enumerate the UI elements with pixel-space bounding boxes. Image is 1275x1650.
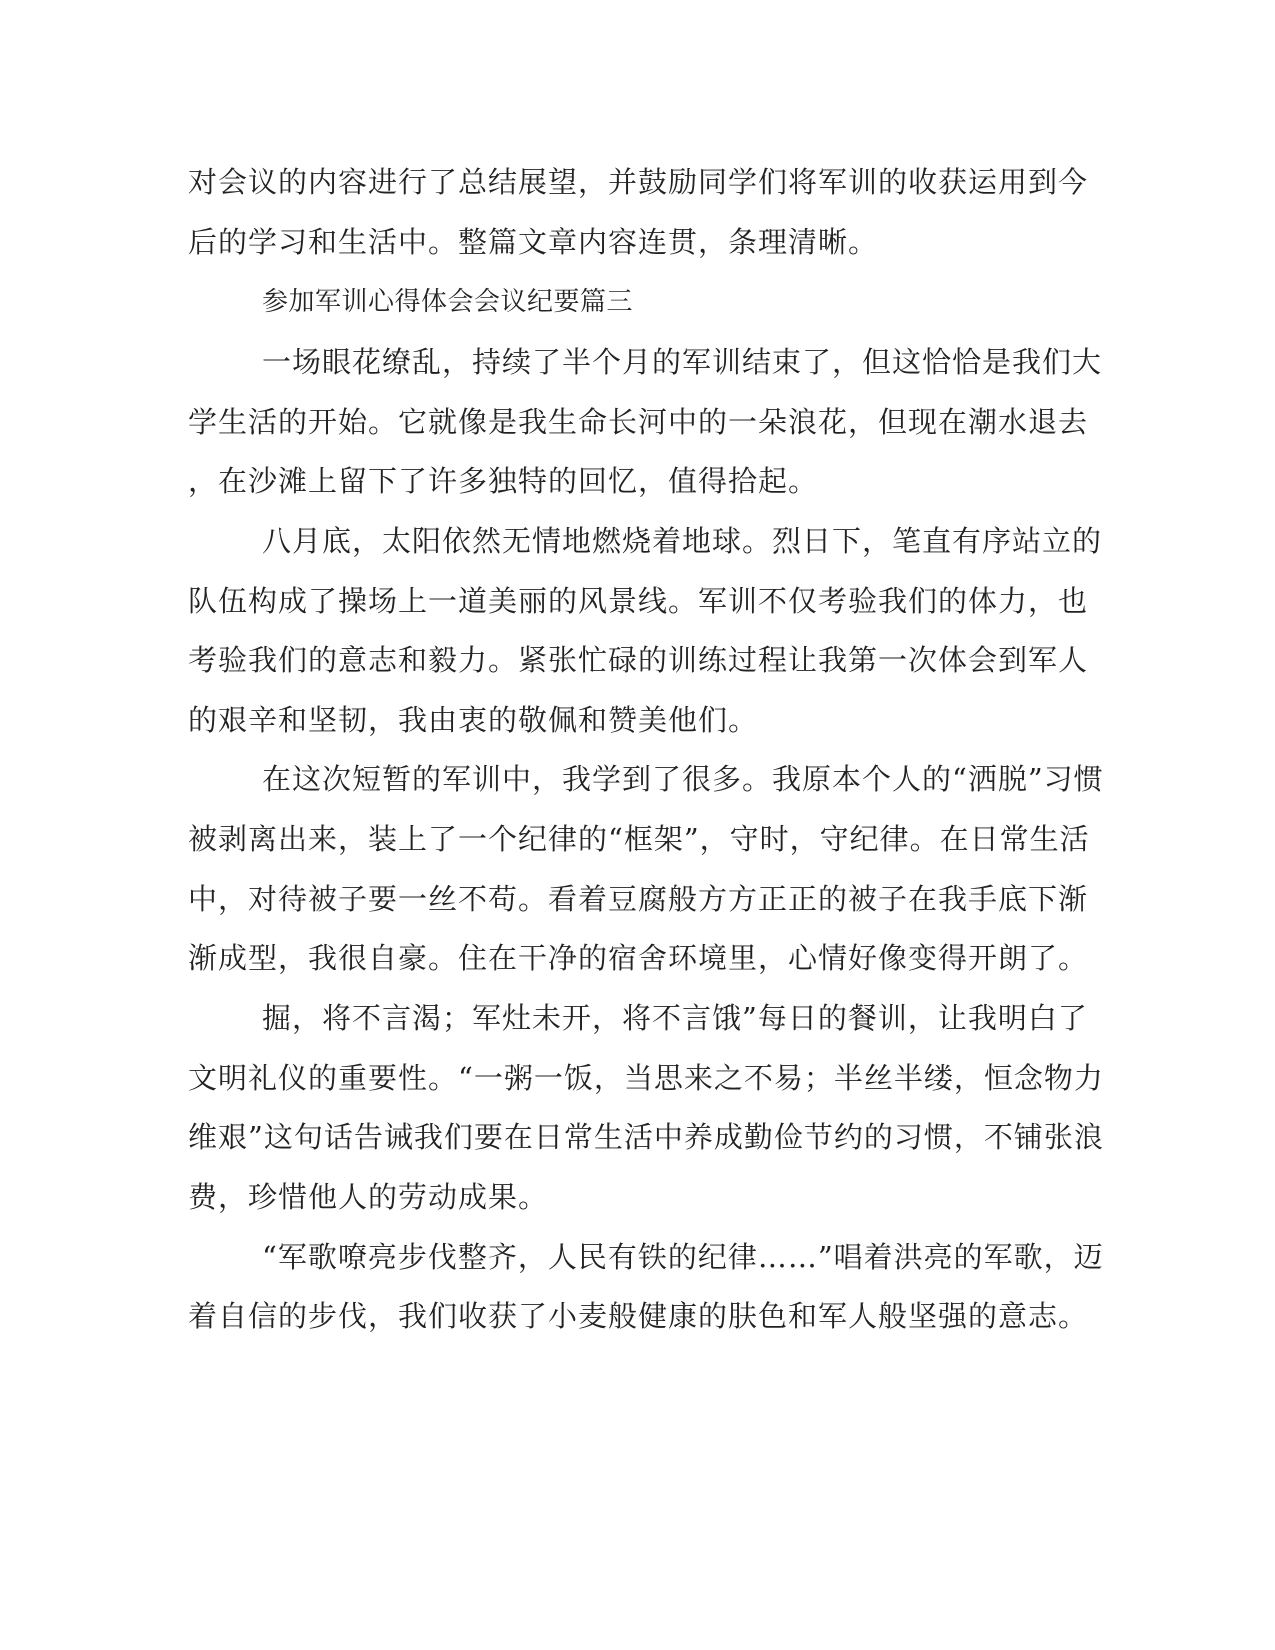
text-line: 渐成型，我很自豪。住在干净的宿舍环境里，心情好像变得开朗了。 <box>188 941 1089 975</box>
text-line: 考验我们的意志和毅力。紧张忙碌的训练过程让我第一次体会到军人 <box>188 643 1089 677</box>
text-line: 八月底，太阳依然无情地燃烧着地球。烈日下，笔直有序站立的 <box>262 524 1103 558</box>
text-line: ，在沙滩上留下了许多独特的回忆，值得拾起。 <box>188 464 819 498</box>
text-line: 对会议的内容进行了总结展望，并鼓励同学们将军训的收获运用到今 <box>188 165 1089 199</box>
text-line: 的艰辛和坚韧，我由衷的敬佩和赞美他们。 <box>188 703 759 737</box>
text-line: 队伍构成了操场上一道美丽的风景线。军训不仅考验我们的体力，也 <box>188 584 1089 618</box>
text-line: 被剥离出来，装上了一个纪律的“框架”，守时，守纪律。在日常生活 <box>188 822 1090 856</box>
text-line: 后的学习和生活中。整篇文章内容连贯，条理清晰。 <box>188 225 879 259</box>
text-line: 一场眼花缭乱，持续了半个月的军训结束了，但这恰恰是我们大 <box>262 345 1103 379</box>
text-line: 维艰”这句话告诫我们要在日常生活中养成勤俭节约的习惯，不铺张浪 <box>188 1120 1104 1154</box>
text-line: 文明礼仪的重要性。“一粥一饭，当思来之不易；半丝半缕，恒念物力 <box>188 1061 1104 1095</box>
text-line: 中，对待被子要一丝不苟。看着豆腐般方方正正的被子在我手底下渐 <box>188 882 1089 916</box>
text-line: 在这次短暂的军训中，我学到了很多。我原本个人的“洒脱”习惯 <box>262 762 1104 796</box>
text-line: “军歌嘹亮步伐整齐，人民有铁的纪律……”唱着洪亮的军歌，迈 <box>262 1240 1104 1274</box>
text-line: 着自信的步伐，我们收获了小麦般健康的肤色和军人般坚强的意志。 <box>188 1299 1089 1333</box>
section-title: 参加军训心得体会会议纪要篇三 <box>262 287 634 317</box>
text-line: 费，珍惜他人的劳动成果。 <box>188 1180 549 1214</box>
text-line: 掘，将不言渴；军灶未开，将不言饿”每日的餐训，让我明白了 <box>262 1001 1088 1035</box>
text-line: 学生活的开始。它就像是我生命长河中的一朵浪花，但现在潮水退去 <box>188 405 1089 439</box>
